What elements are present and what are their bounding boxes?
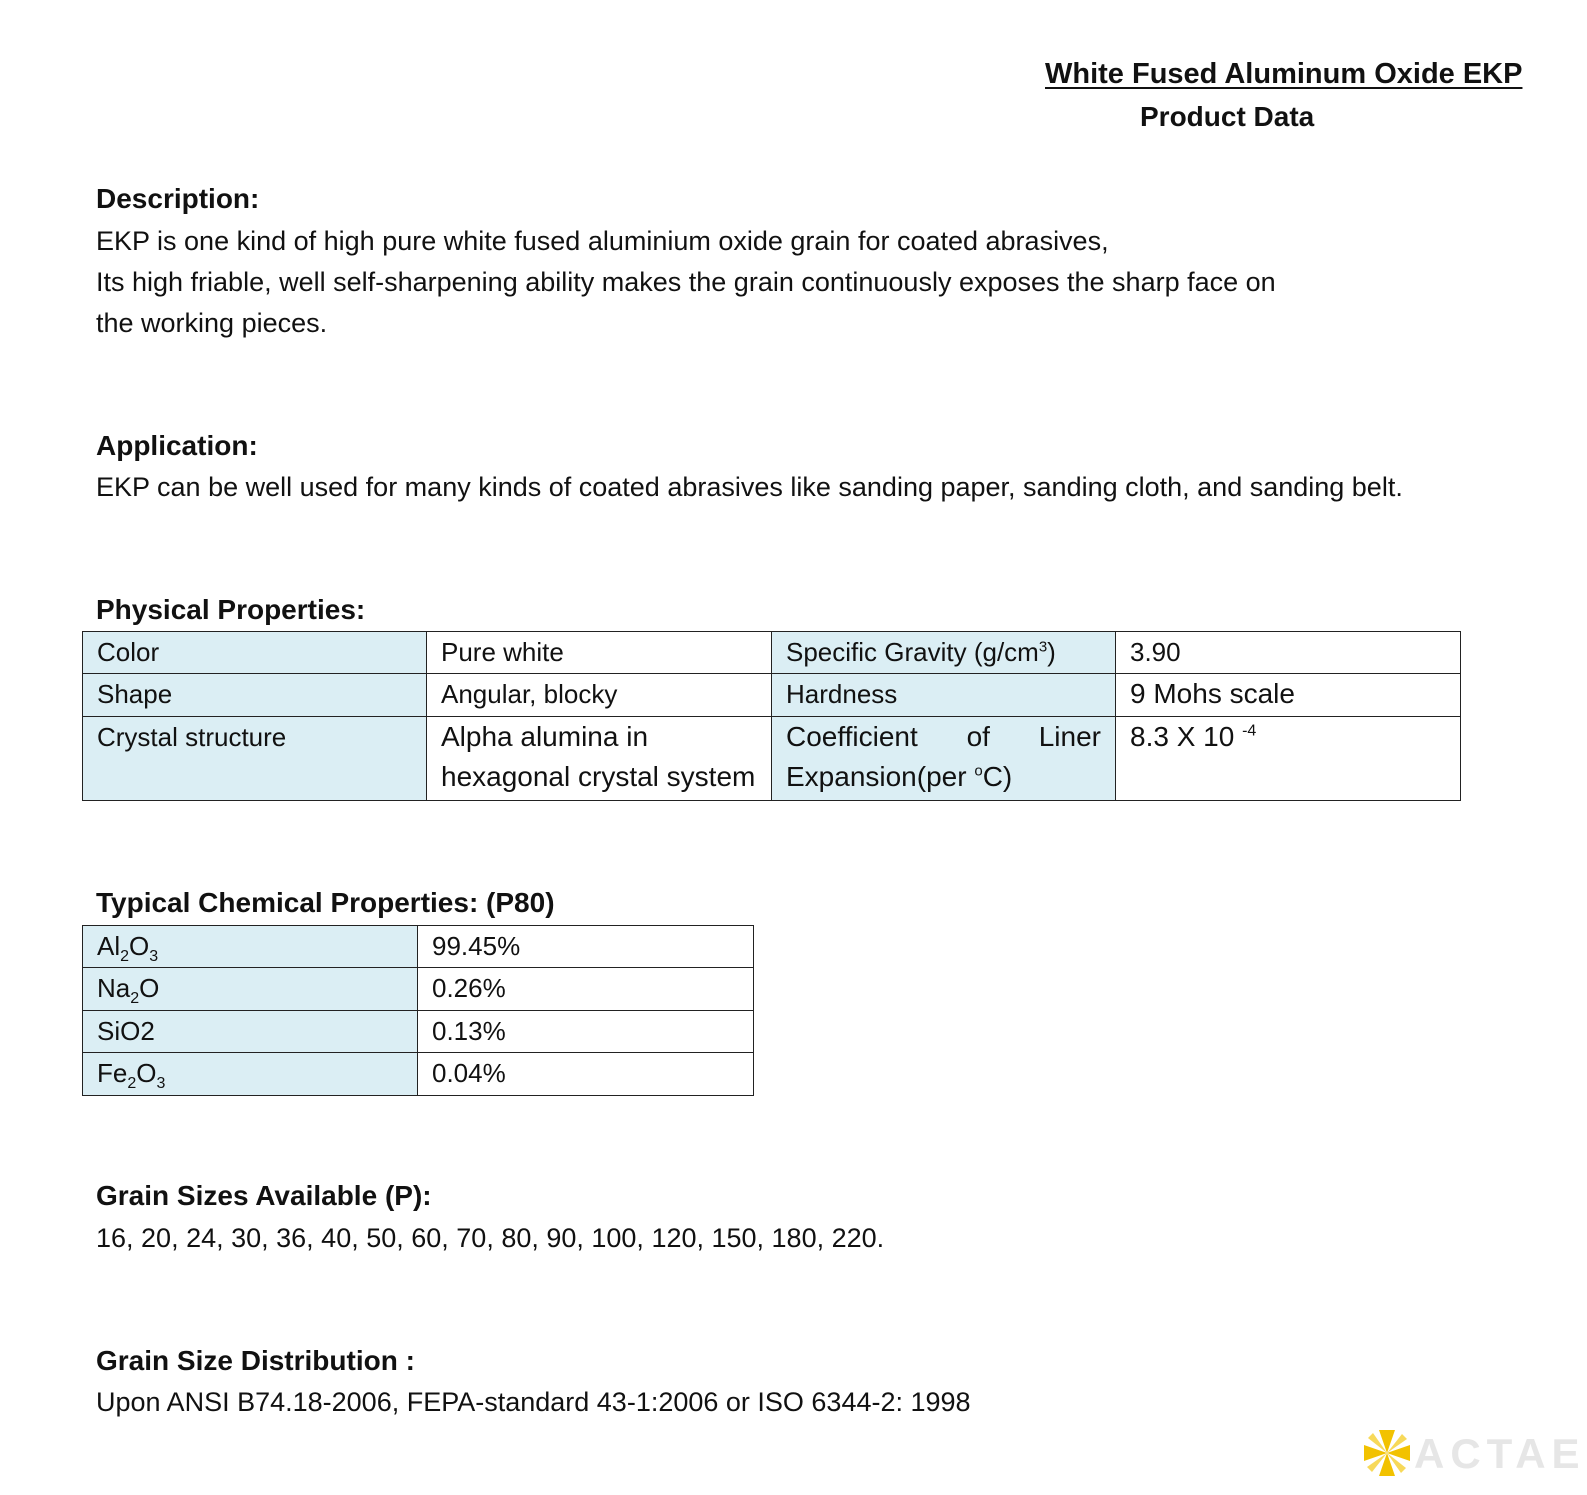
chem-formula: SiO2: [83, 1011, 418, 1053]
watermark-text: ACTAE: [1414, 1430, 1586, 1477]
description-line: the working pieces.: [96, 308, 328, 338]
chemical-properties-table: [82, 925, 754, 1096]
table-row: [83, 968, 754, 1011]
chem-formula: $Al_2O_3$: [83, 926, 418, 968]
table-row: [83, 674, 1461, 717]
specific-gravity-label: Specific Gravity $(g/cm^3)$: [772, 632, 1116, 674]
application-heading: Application:: [96, 430, 258, 461]
shape-label: Shape: [83, 674, 427, 717]
watermark-logo: [1362, 1428, 1587, 1478]
hardness-value: 9 Mohs scale: [1116, 674, 1461, 717]
crystal-structure-value: [427, 717, 772, 801]
chem-value: 99.45%: [418, 926, 754, 968]
chem-formula: $Na_2O$: [83, 968, 418, 1011]
document-title: White Fused Aluminum Oxide EKP: [1045, 58, 1523, 90]
description-text: [96, 221, 1276, 344]
chem-value: 0.13%: [418, 1011, 754, 1053]
application-text: EKP can be well used for many kinds of coated abrasives like sanding paper, sanding cloth, and sanding belt.: [96, 472, 1403, 502]
crystal-value-line: Alpha alumina in: [441, 721, 649, 752]
physical-properties-heading: Physical Properties:: [96, 594, 366, 625]
grain-sizes-heading: Grain Sizes Available (P):: [96, 1180, 432, 1211]
chemical-properties-heading: Typical Chemical Properties: (P80): [96, 887, 555, 918]
hardness-label: Hardness: [772, 674, 1116, 717]
table-row: [83, 1053, 754, 1096]
coefficient-label: Coefficient of Liner Expansion(per $^o$C): [772, 717, 1116, 801]
pinwheel-icon: [1362, 1428, 1412, 1478]
distribution-heading: Grain Size Distribution :: [96, 1345, 415, 1376]
chem-value: 0.26%: [418, 968, 754, 1011]
grain-sizes-text: 16, 20, 24, 30, 36, 40, 50, 60, 70, 80, 90, 100, 120, 150, 180, 220.: [96, 1223, 885, 1253]
description-line: EKP is one kind of high pure white fused aluminium oxide grain for coated abrasives,: [96, 226, 1109, 256]
table-row: [83, 717, 1461, 801]
distribution-text: Upon ANSI B74.18-2006, FEPA-standard 43-1:2006 or ISO 6344-2: 1998: [96, 1387, 971, 1417]
physical-properties-table: [82, 631, 1461, 801]
document-subtitle: Product Data: [1140, 101, 1315, 132]
description-heading: Description:: [96, 183, 260, 214]
chem-value: 0.04%: [418, 1053, 754, 1096]
shape-value: Angular, blocky: [427, 674, 772, 717]
crystal-structure-label: Crystal structure: [83, 717, 427, 801]
color-value: Pure white: [427, 632, 772, 674]
chem-formula: $Fe_2O_3$: [83, 1053, 418, 1096]
table-row: [83, 926, 754, 968]
coefficient-value: 8.3 X 10 $^{-4}$: [1116, 717, 1461, 801]
specific-gravity-value: 3.90: [1116, 632, 1461, 674]
description-line: Its high friable, well self-sharpening ability makes the grain continuously exposes the sharp face on: [96, 267, 1276, 297]
color-label: Color: [83, 632, 427, 674]
table-row: [83, 632, 1461, 674]
crystal-value-line: hexagonal crystal system: [441, 761, 756, 792]
table-row: [83, 1011, 754, 1053]
